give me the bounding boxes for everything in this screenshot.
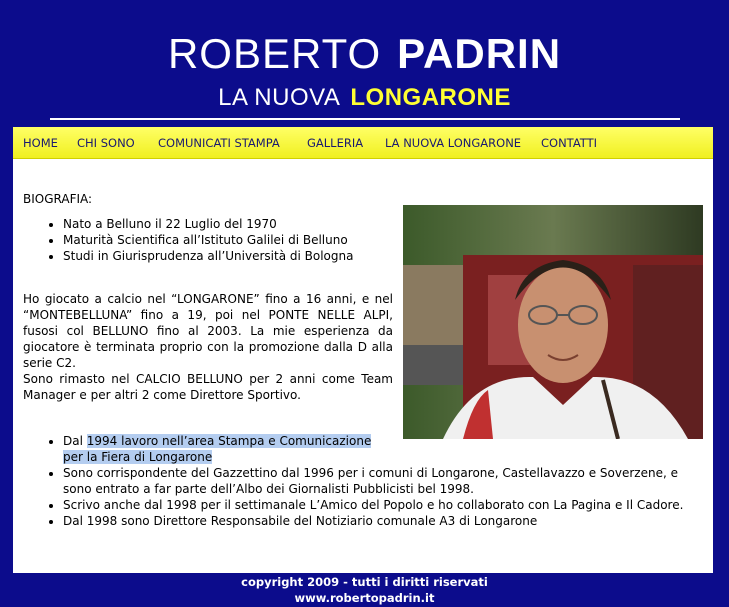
- list-item: • Maturità Scientifica all’Istituto Galilei di Belluno: [63, 232, 403, 248]
- list-item: • Sono corrispondente del Gazzettino dal 1996 per i comuni di Longarone, Castellavazzo e Soverzene, e sono entrato a far parte dell’Albo dei Giornalisti Pubblicisti bel 1998.: [63, 465, 703, 497]
- nav-item-chi-sono[interactable]: CHI SONO: [77, 136, 135, 150]
- paragraph-management: Sono rimasto nel CALCIO BELLUNO per 2 anni come Team Manager e per altri 2 come Direttore Sportivo.: [23, 372, 393, 402]
- site-footer: [0, 574, 729, 606]
- page-container: [13, 127, 713, 573]
- list-item: • Nato a Belluno il 22 Luglio del 1970: [63, 216, 403, 232]
- list-item: [63, 433, 393, 465]
- subtitle-brand: LONGARONE: [350, 84, 511, 111]
- bio-paragraph: [23, 291, 393, 403]
- career-item-1-prefix: Dal: [63, 434, 87, 448]
- subtitle-prefix: LA NUOVA: [218, 84, 341, 111]
- nav-item-home[interactable]: HOME: [23, 136, 58, 150]
- list-item: • Dal 1998 sono Direttore Responsabile del Notiziario comunale A3 di Longarone: [63, 513, 703, 529]
- copyright-text: copyright 2009 - tutti i diritti riservati: [241, 575, 488, 589]
- nav-item-comunicati-stampa[interactable]: COMUNICATI STAMPA: [158, 136, 280, 150]
- nav-item-galleria[interactable]: GALLERIA: [307, 136, 364, 150]
- website-link[interactable]: www.robertopadrin.it: [294, 591, 435, 605]
- nav-item-contatti[interactable]: CONTATTI: [541, 136, 598, 150]
- title-last-name: PADRIN: [397, 30, 562, 77]
- title-first-name: ROBERTO: [167, 30, 382, 77]
- main-content: [13, 158, 713, 573]
- portrait-image: [403, 205, 703, 439]
- list-item: • Scrivo anche dal 1998 per il settimanale L’Amico del Popolo e ho collaborato con La Pagina e Il Cadore.: [63, 497, 703, 513]
- bio-list: [13, 216, 403, 264]
- header-divider: [50, 118, 680, 120]
- nav-item-la-nuova-longarone[interactable]: LA NUOVA LONGARONE: [385, 136, 522, 150]
- site-subtitle: [0, 84, 729, 112]
- highlighted-text: 1994 lavoro nell’area Stampa e Comunicazione per la Fiera di Longarone: [63, 434, 372, 464]
- list-item: • Studi in Giurisprudenza all’Università di Bologna: [63, 248, 403, 264]
- main-nav: [13, 127, 713, 159]
- paragraph-football: Ho giocato a calcio nel “LONGARONE” fino a 16 anni, e nel “MONTEBELLUNA” fino a 19, poi nel PONTE NELLE ALPI, fusosi col BELLUNO fino al 2003. La mie esperienza da giocatore è terminata proprio con la promozione dalla D alla serie C2.: [23, 292, 393, 370]
- site-header: [0, 0, 729, 125]
- portrait-photo: [403, 205, 703, 439]
- bio-heading: BIOGRAFIA:: [23, 192, 93, 206]
- site-title: [0, 30, 729, 78]
- career-list: [13, 433, 703, 529]
